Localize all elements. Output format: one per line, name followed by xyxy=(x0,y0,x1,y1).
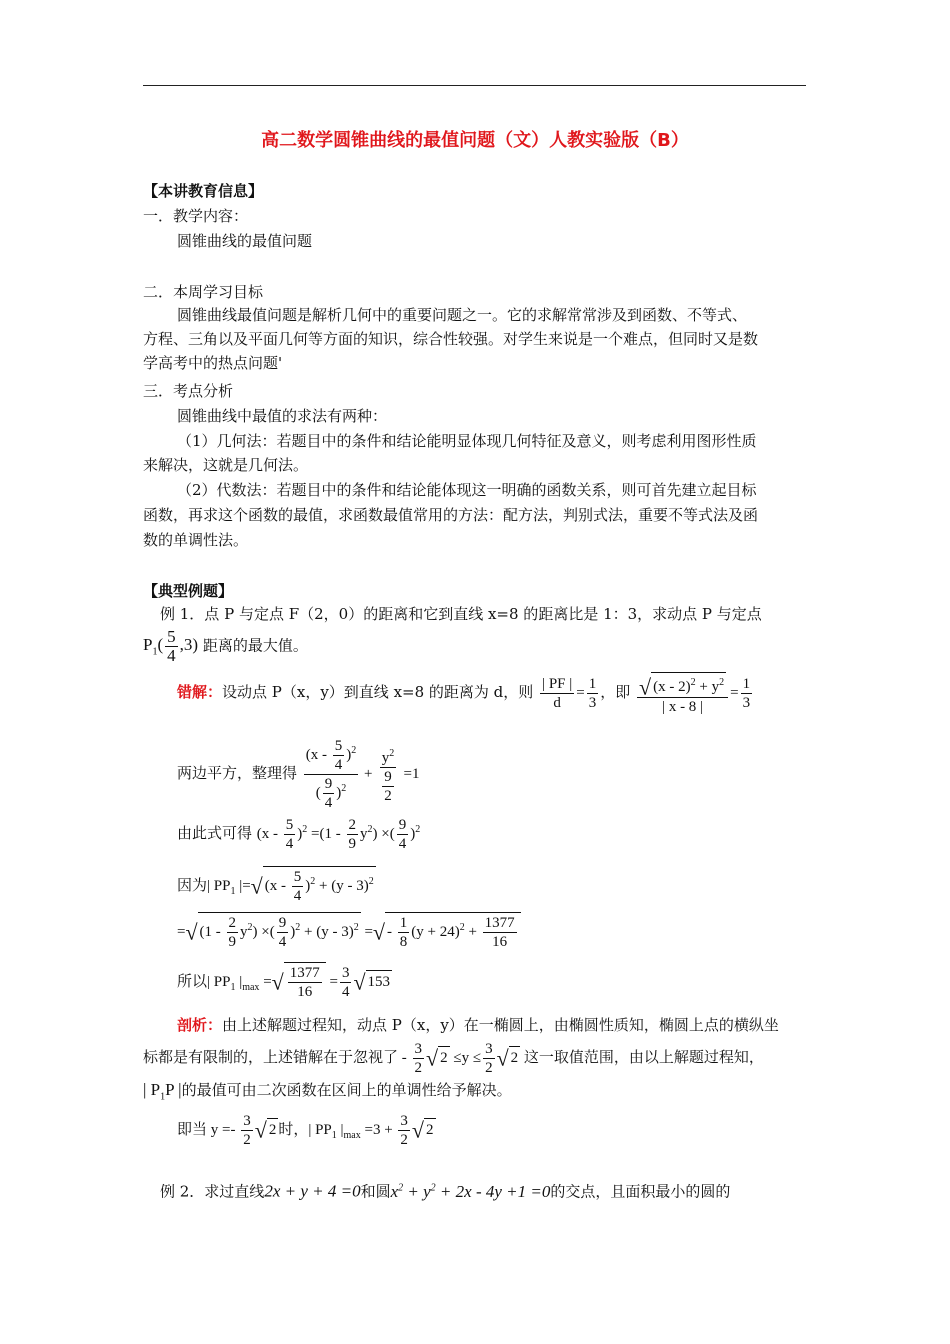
circle-equation: $x^2 + y^2 + 2x - 4y +1 =0$ xyxy=(390,1181,551,1201)
squared-equation-text: 两边平方，整理得 xyxy=(177,763,298,782)
analysis-label: 剖析： xyxy=(177,1016,223,1034)
expansion-formula: =√ (1 - $\frac{2}{9}$ $y^2$) ×( $\frac{9}{4}$ )$^2$ + (y - 3)$^2$ =√ - $\frac{1}{8}$ $(y + 24)^2$ + $\frac{1377}{16}$ xyxy=(177,924,521,940)
item3-line5: 函数，再求这个函数的最值，求函数最值常用的方法：配方法，判别式法，重要不等式法及函 xyxy=(143,506,759,524)
page-title: 高二数学圆锥曲线的最值问题（文）人教实验版（B） xyxy=(261,130,689,151)
example2-tail: 的交点，且面积最小的圆的 xyxy=(550,1182,731,1201)
example2-and: 和圆 xyxy=(360,1182,391,1201)
analysis-text2a: 标都是有限制的，上述错解在于忽视了 xyxy=(143,1047,399,1066)
distance-because-text: 因为 xyxy=(177,875,208,894)
top-rule xyxy=(143,85,806,86)
item2-line1: 圆锥曲线最值问题是解析几何中的重要问题之一。它的求解常常涉及到函数、不等式、 xyxy=(177,306,748,324)
range-formula: - $\frac{3}{2}$ √ 2 ≤y ≤ $\frac{3}{2}$ √ 2 xyxy=(398,1041,519,1076)
max-formula: | $PP_1$ $|_{max}$ =√ $\frac{1377}{16}$ = $\frac{3}{4}$ √ 153 xyxy=(207,974,392,990)
example2-text: 例 2．求过直线 xyxy=(160,1182,265,1201)
item2-line2: 方程、三角以及平面几何等方面的知识，综合性较强。对学生来说是一个难点，但同时又是数 xyxy=(143,330,759,348)
item3-line3: 来解决，这就是几何法。 xyxy=(143,456,309,474)
analysis-text1: 由上述解题过程知，动点 P（x，y）在一椭圆上，由椭圆性质知，椭圆上点的横纵坐 xyxy=(222,1016,779,1034)
section-heading-examples: 【典型例题】 xyxy=(143,582,234,600)
when-line xyxy=(177,1112,436,1149)
item1-label: 一．教学内容： xyxy=(143,207,249,225)
derived-equation: (x - $\frac{5}{4}$ )$^2$ =(1 - $\frac{2}{9}$ $y^2$) ×( $\frac{9}{4}$ )$^2$ xyxy=(256,817,421,852)
distance-line xyxy=(177,866,376,905)
line-equation: 2x + y + 4 =0 xyxy=(264,1181,361,1201)
item1-text: 圆锥曲线的最值问题 xyxy=(177,232,313,250)
distance-ratio-formula: $\frac{√ (x - 2)^2 + y^2}{| x - 8 |}$ = $\frac{1}{3}$ xyxy=(635,685,754,701)
derived-equation-text: 由此式可得 xyxy=(177,823,253,842)
example1-question-text: 距离的最大值。 xyxy=(202,636,308,655)
item2-label: 二．本周学习目标 xyxy=(143,283,264,301)
distance-formula: | $PP_1$ |=√ (x - $\frac{5}{4}$ )$^2$ + (y - 3)$^2$ xyxy=(207,878,376,894)
when-max-formula: | $PP_1$ $|_{max} =3$ + $\frac{3}{2}$ √ 2 xyxy=(308,1113,434,1148)
when-mid-text: 时， xyxy=(278,1119,309,1138)
wrong-solution-ji: ，即 xyxy=(600,683,631,702)
analysis-line1 xyxy=(177,1015,779,1035)
p1p-formula: | $P_1P$ | xyxy=(143,1080,182,1103)
squared-equation-line xyxy=(177,737,419,812)
wrong-solution-label: 错解： xyxy=(177,683,223,702)
item3-label: 三．考点分析 xyxy=(143,382,234,400)
example1-line1: 例 1．点 P 与定点 F（2，0）的距离和它到直线 x=8 的距离比是 1：3，求动点 P 与定点 xyxy=(160,605,762,623)
item3-line1: 圆锥曲线中最值的求法有两种： xyxy=(177,407,388,425)
analysis-text3: 的最值可由二次函数在区间上的单调性给予解决。 xyxy=(181,1081,512,1099)
max-line xyxy=(177,962,392,1001)
wrong-solution-text: 设动点 P（x，y）到直线 x=8 的距离为 d，则 xyxy=(222,683,534,702)
item3-line4: （2）代数法：若题目中的条件和结论能体现这一明确的函数关系，则可首先建立起目标 xyxy=(177,481,757,499)
wrong-solution-line xyxy=(177,672,754,716)
analysis-line3 xyxy=(143,1080,512,1107)
item3-line6: 数的单调性法。 xyxy=(143,531,249,549)
expansion-line xyxy=(177,912,521,951)
when-y-formula: y =- $\frac{3}{2}$ √ 2 xyxy=(207,1113,277,1148)
item3-line2: （1）几何法：若题目中的条件和结论能明显体现几何特征及意义，则考虑利用图形性质 xyxy=(177,432,757,450)
ratio-formula: $\frac{| PF |}{d}$ = $\frac{1}{3}$ xyxy=(542,676,597,712)
point-p1-formula: $P_1$( $\frac{5}{4}$ ,3) xyxy=(143,627,199,665)
example1-line2 xyxy=(143,628,308,665)
analysis-text2b: 这一取值范围，由以上解题过程知， xyxy=(523,1047,764,1066)
section-heading-info: 【本讲教育信息】 xyxy=(143,182,264,200)
max-so-text: 所以 xyxy=(177,971,208,990)
item2-line3: 学高考中的热点问题' xyxy=(143,354,283,372)
analysis-line2 xyxy=(143,1040,764,1077)
derived-equation-line xyxy=(177,816,420,853)
ellipse-equation: (x - $\frac{5}{4}$ )$^2$ ( $\frac{9}{4}$ )$^2$ + $\frac{y^2}{\frac{9}{2}}$ =1 xyxy=(305,738,420,811)
example2-line xyxy=(160,1178,730,1202)
when-text: 即当 xyxy=(177,1119,208,1138)
